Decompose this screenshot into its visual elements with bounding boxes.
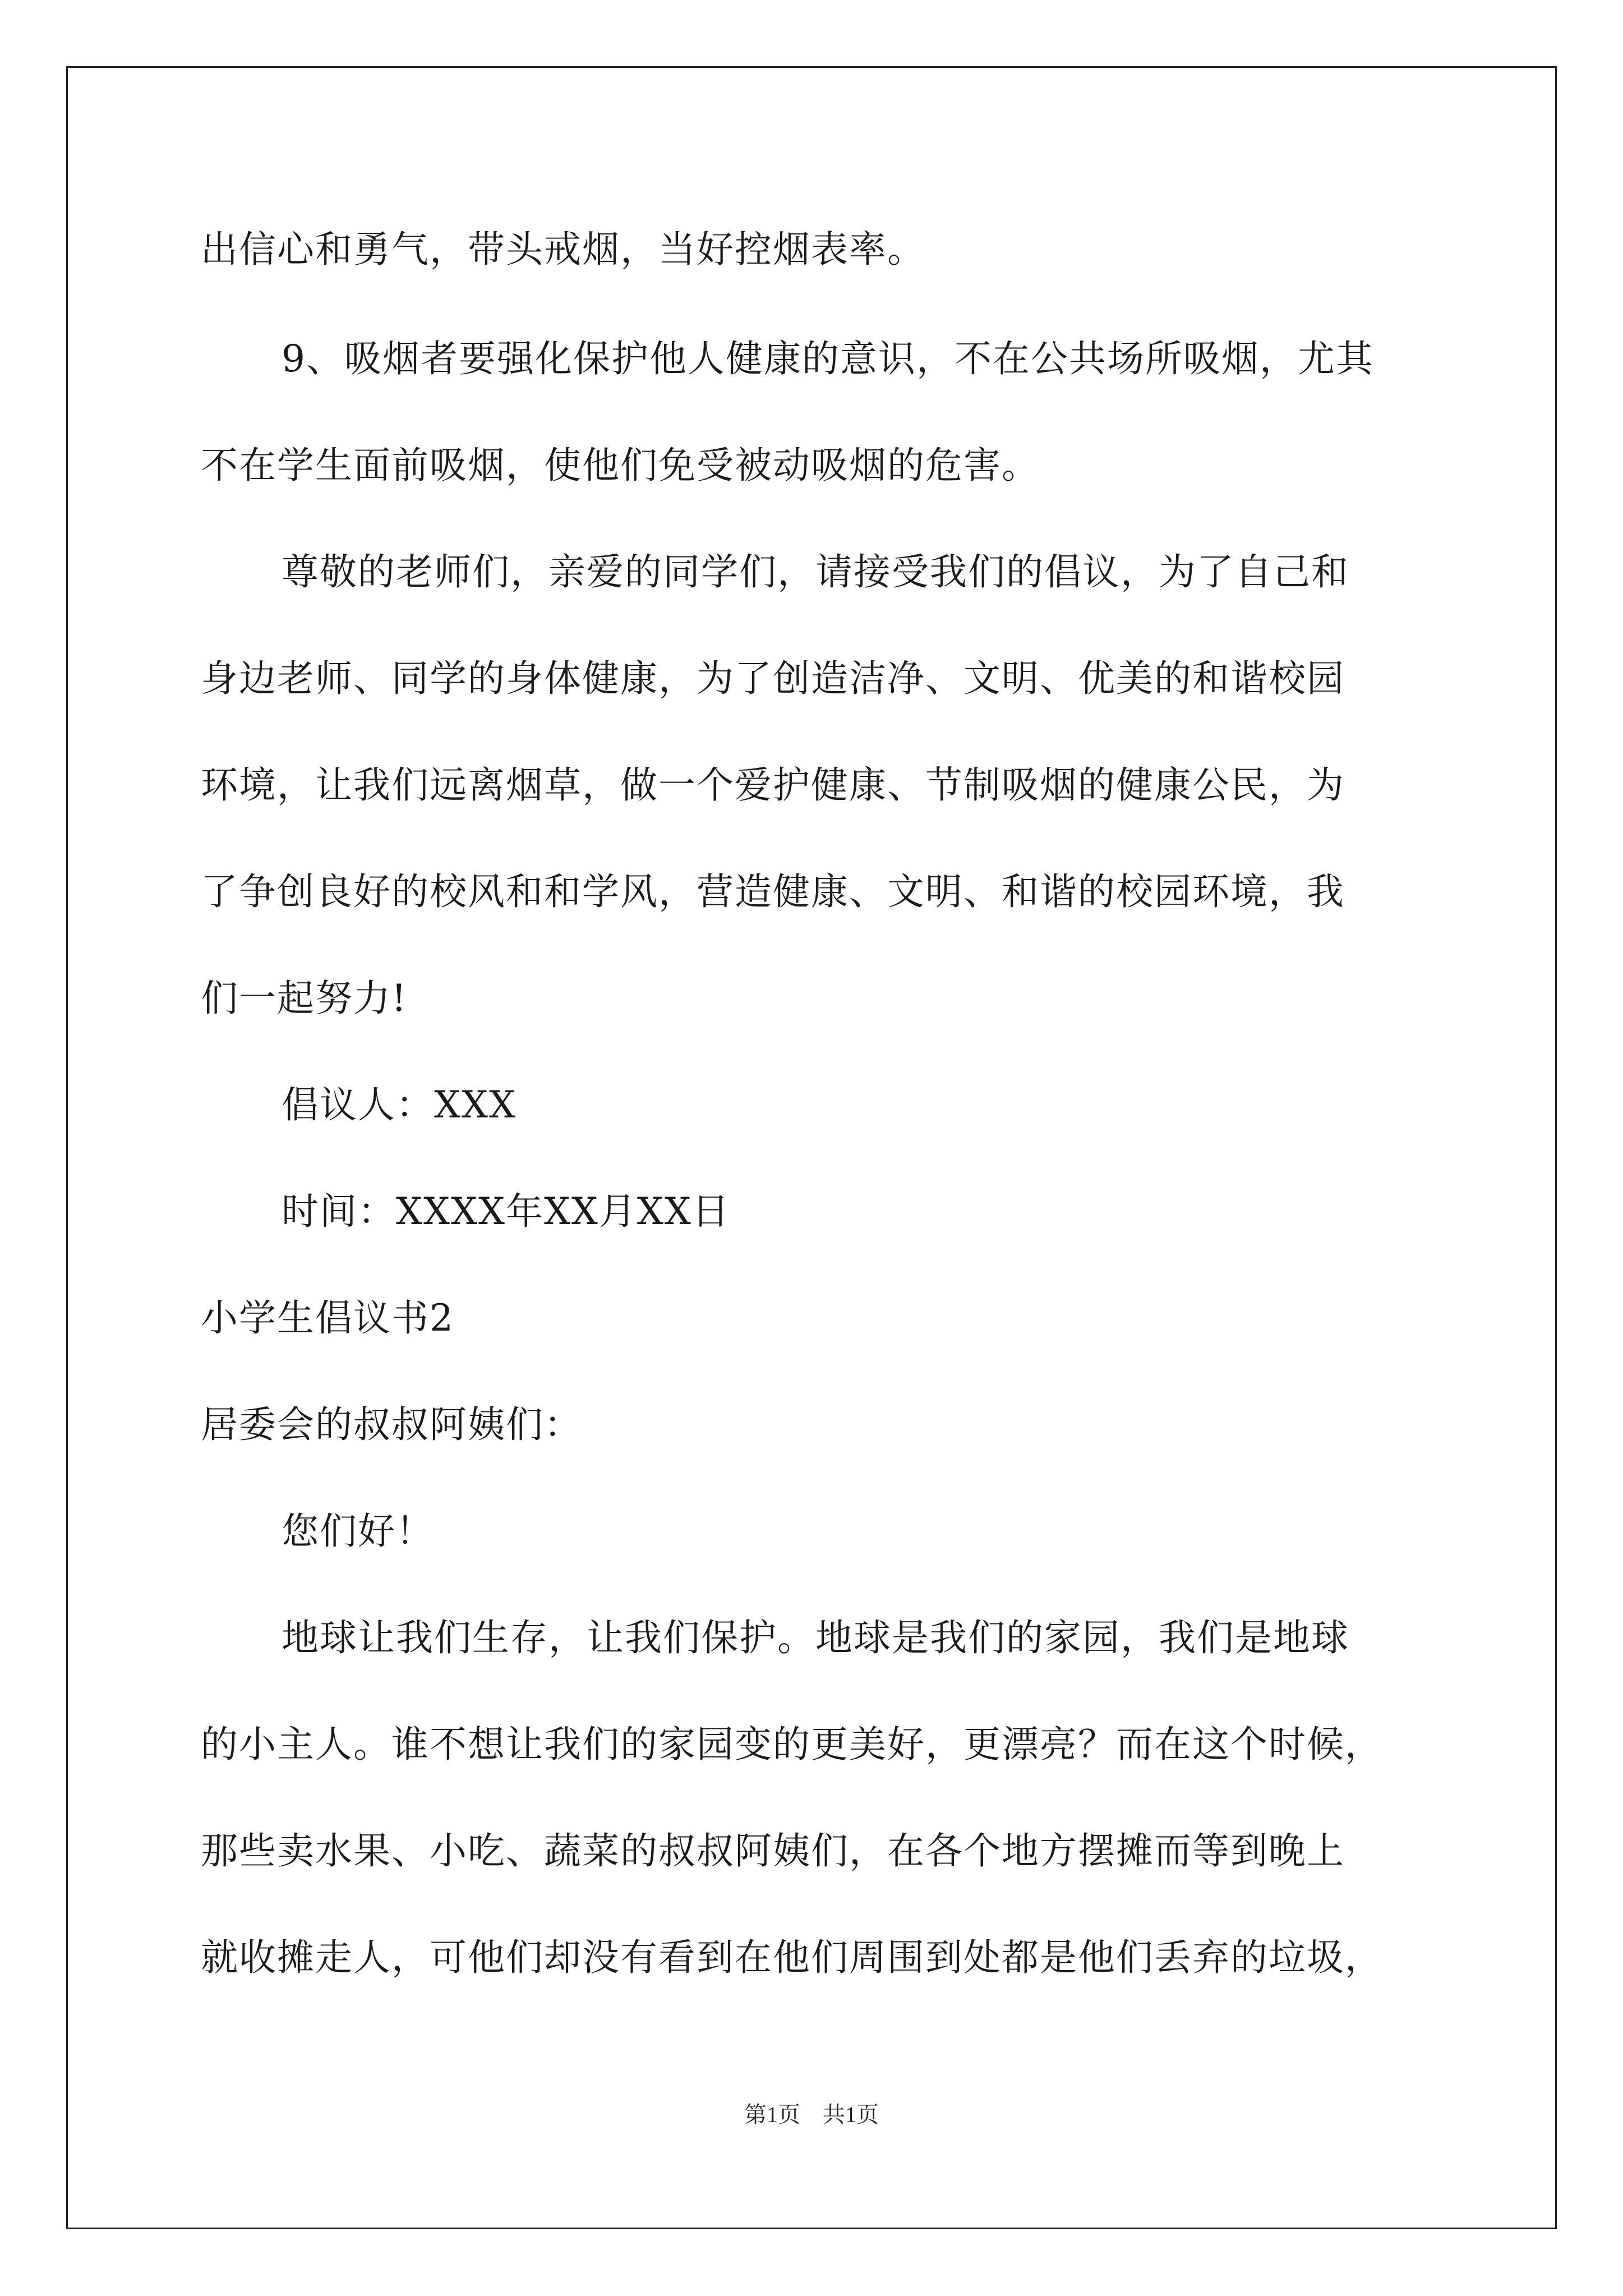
date-line: 时间：XXXX年XX月XX日 bbox=[282, 1190, 730, 1233]
page-frame bbox=[66, 66, 1557, 2229]
signatory-line: 倡议人：XXX bbox=[282, 1083, 517, 1126]
text-line: 那些卖水果、小吃、蔬菜的叔叔阿姨们，在各个地方摆摊而等到晚上 bbox=[201, 1829, 1345, 1872]
text-line: 们一起努力! bbox=[201, 977, 408, 1020]
text-line: 就收摊走人，可他们却没有看到在他们周围到处都是他们丢弃的垃圾， bbox=[201, 1936, 1383, 1979]
text-line: 环境，让我们远离烟草，做一个爱护健康、节制吸烟的健康公民，为 bbox=[201, 763, 1345, 807]
text-line: 身边老师、同学的身体健康，为了创造洁净、文明、优美的和谐校园 bbox=[201, 657, 1345, 700]
text-line: 不在学生面前吸烟，使他们免受被动吸烟的危害。 bbox=[201, 444, 1040, 487]
salutation: 居委会的叔叔阿姨们： bbox=[201, 1403, 582, 1446]
text-line: 了争创良好的校风和和学风，营造健康、文明、和谐的校园环境，我 bbox=[201, 870, 1345, 913]
text-line: 地球让我们生存，让我们保护。地球是我们的家园，我们是地球 bbox=[282, 1616, 1349, 1659]
greeting: 您们好！ bbox=[282, 1510, 434, 1553]
section-title: 小学生倡议书2 bbox=[201, 1296, 454, 1340]
text-line: 出信心和勇气，带头戒烟，当好控烟表率。 bbox=[201, 228, 925, 271]
text-line: 9、吸烟者要强化保护他人健康的意识，不在公共场所吸烟，尤其 bbox=[282, 337, 1374, 380]
text-line: 的小主人。谁不想让我们的家园变的更美好，更漂亮？而在这个时候， bbox=[201, 1723, 1383, 1766]
text-line: 尊敬的老师们，亲爱的同学们，请接受我们的倡议，为了自己和 bbox=[282, 550, 1349, 593]
page-number-footer: 第1页 共1页 bbox=[744, 2102, 879, 2127]
